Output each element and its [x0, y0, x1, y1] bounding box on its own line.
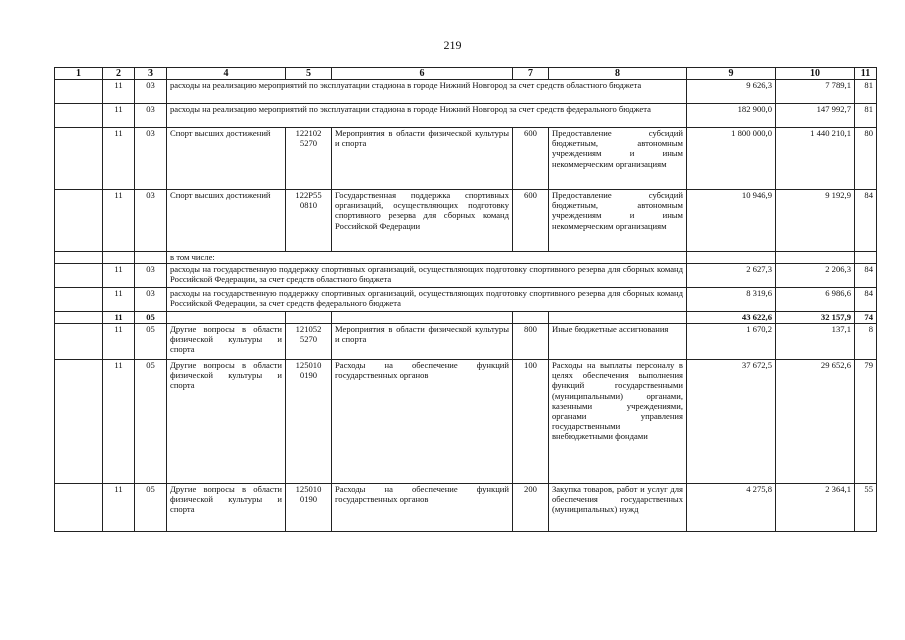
subsection-code: 03: [135, 264, 167, 288]
subsection-code: 03: [135, 104, 167, 128]
section-code: 11: [103, 324, 135, 360]
column-header: 4: [167, 68, 286, 80]
column-header: 5: [286, 68, 332, 80]
table-row: [55, 288, 877, 312]
program-name: Расходы на обеспечение функций государственных органов: [332, 360, 513, 484]
planned-amount: 9 626,3: [687, 80, 776, 104]
budget-table: [54, 67, 877, 532]
expense-type-name: Предоставление субсидий бюджетным, автономным учреждениям и иным некоммерческим организациям: [549, 190, 687, 252]
subsection-code: 03: [135, 288, 167, 312]
table-row: [55, 324, 877, 360]
empty-cell: [55, 104, 103, 128]
program-name: Государственная поддержка спортивных организаций, осуществляющих подготовку спортивного резерва для сборных команд Российской Федерации: [332, 190, 513, 252]
execution-percent: 84: [855, 190, 877, 252]
section-code: 11: [103, 190, 135, 252]
empty-cell: [55, 252, 103, 264]
table-row: [55, 360, 877, 484]
table-row: [55, 80, 877, 104]
table-row: [55, 264, 877, 288]
section-code: 11: [103, 312, 135, 324]
planned-amount: 2 627,3: [687, 264, 776, 288]
executed-amount: 137,1: [776, 324, 855, 360]
target-article: 125010 0190: [286, 360, 332, 484]
expense-type-code: 800: [513, 324, 549, 360]
expense-type-name: Предоставление субсидий бюджетным, автономным учреждениям и иным некоммерческим организациям: [549, 128, 687, 190]
expense-type-name: Расходы на выплаты персоналу в целях обеспечения выполнения функций государственными (муниципальными) органами, казенными учреждениями, органами управления государственными внебюджетными фондами: [549, 360, 687, 484]
expense-type-code: 600: [513, 128, 549, 190]
planned-amount: 1 800 000,0: [687, 128, 776, 190]
planned-amount: 1 670,2: [687, 324, 776, 360]
empty-cell: [55, 190, 103, 252]
executed-amount: 2 206,3: [776, 264, 855, 288]
executed-amount: 7 789,1: [776, 80, 855, 104]
subsection-code: 05: [135, 484, 167, 532]
execution-percent: 84: [855, 264, 877, 288]
subsection-code: 03: [135, 128, 167, 190]
empty-cell: [103, 252, 135, 264]
empty-cell: [55, 80, 103, 104]
empty-cell: [855, 252, 877, 264]
executed-amount: 147 992,7: [776, 104, 855, 128]
column-header: 6: [332, 68, 513, 80]
expense-type-name: Иные бюджетные ассигнования: [549, 324, 687, 360]
table-row: [55, 190, 877, 252]
empty-cell: [513, 312, 549, 324]
section-code: 11: [103, 80, 135, 104]
target-article: 122Р55 0810: [286, 190, 332, 252]
table-row: [55, 484, 877, 532]
column-header: 8: [549, 68, 687, 80]
column-header: 9: [687, 68, 776, 80]
target-article: 121052 5270: [286, 324, 332, 360]
empty-cell: [549, 312, 687, 324]
section-name: Спорт высших достижений: [167, 190, 286, 252]
expense-type-code: 100: [513, 360, 549, 484]
subsection-code: 05: [135, 312, 167, 324]
empty-cell: [55, 264, 103, 288]
section-code: 11: [103, 360, 135, 484]
empty-cell: [55, 484, 103, 532]
execution-percent: 79: [855, 360, 877, 484]
section-code: 11: [103, 264, 135, 288]
section-name: Другие вопросы в области физической культуры и спорта: [167, 484, 286, 532]
empty-cell: [135, 252, 167, 264]
execution-percent: 81: [855, 104, 877, 128]
target-article: 122102 5270: [286, 128, 332, 190]
program-name: Мероприятия в области физической культуры и спорта: [332, 324, 513, 360]
execution-percent: 74: [855, 312, 877, 324]
page-number: 219: [443, 38, 462, 52]
execution-percent: 8: [855, 324, 877, 360]
executed-amount: 2 364,1: [776, 484, 855, 532]
column-header: 3: [135, 68, 167, 80]
execution-percent: 81: [855, 80, 877, 104]
section-name: Другие вопросы в области физической культуры и спорта: [167, 324, 286, 360]
executed-amount: 9 192,9: [776, 190, 855, 252]
expense-description: расходы на государственную поддержку спортивных организаций, осуществляющих подготовку спортивного резерва для сборных команд Российской Федерации, за счет средств областного бюджета: [167, 264, 687, 288]
target-article: 125010 0190: [286, 484, 332, 532]
subsection-code: 03: [135, 190, 167, 252]
column-header: 7: [513, 68, 549, 80]
empty-cell: [332, 312, 513, 324]
expense-type-name: Закупка товаров, работ и услуг для обеспечения государственных (муниципальных) нужд: [549, 484, 687, 532]
note-text: в том числе:: [167, 252, 687, 264]
column-header: 2: [103, 68, 135, 80]
section-code: 11: [103, 484, 135, 532]
expense-type-code: 200: [513, 484, 549, 532]
program-name: Мероприятия в области физической культуры и спорта: [332, 128, 513, 190]
empty-cell: [55, 312, 103, 324]
column-header: 10: [776, 68, 855, 80]
empty-cell: [286, 312, 332, 324]
expense-description: расходы на реализацию мероприятий по эксплуатации стадиона в городе Нижний Новгород за счет средств федерального бюджета: [167, 104, 687, 128]
execution-percent: 55: [855, 484, 877, 532]
subsection-code: 05: [135, 360, 167, 484]
empty-cell: [55, 324, 103, 360]
execution-percent: 84: [855, 288, 877, 312]
executed-amount: 6 986,6: [776, 288, 855, 312]
section-code: 11: [103, 128, 135, 190]
header-row: [55, 68, 877, 80]
expense-description: расходы на государственную поддержку спортивных организаций, осуществляющих подготовку спортивного резерва для сборных команд Российской Федерации, за счет средств федерального бюджета: [167, 288, 687, 312]
planned-amount: 37 672,5: [687, 360, 776, 484]
section-name: Другие вопросы в области физической культуры и спорта: [167, 360, 286, 484]
expense-type-code: 600: [513, 190, 549, 252]
empty-cell: [55, 288, 103, 312]
section-code: 11: [103, 288, 135, 312]
section-code: 11: [103, 104, 135, 128]
executed-amount: 1 440 210,1: [776, 128, 855, 190]
empty-cell: [55, 128, 103, 190]
executed-amount: 29 652,6: [776, 360, 855, 484]
subsection-code: 05: [135, 324, 167, 360]
empty-cell: [55, 360, 103, 484]
expense-description: расходы на реализацию мероприятий по эксплуатации стадиона в городе Нижний Новгород за счет средств областного бюджета: [167, 80, 687, 104]
table-row: [55, 104, 877, 128]
table-row: [55, 312, 877, 324]
planned-amount: 182 900,0: [687, 104, 776, 128]
column-header: 1: [55, 68, 103, 80]
planned-amount: 4 275,8: [687, 484, 776, 532]
section-name: Спорт высших достижений: [167, 128, 286, 190]
execution-percent: 80: [855, 128, 877, 190]
planned-amount: 8 319,6: [687, 288, 776, 312]
executed-amount: 32 157,9: [776, 312, 855, 324]
subsection-code: 03: [135, 80, 167, 104]
planned-amount: 43 622,6: [687, 312, 776, 324]
program-name: Расходы на обеспечение функций государственных органов: [332, 484, 513, 532]
empty-cell: [776, 252, 855, 264]
planned-amount: 10 946,9: [687, 190, 776, 252]
table-row: [55, 252, 877, 264]
table-row: [55, 128, 877, 190]
empty-cell: [687, 252, 776, 264]
column-header: 11: [855, 68, 877, 80]
empty-cell: [167, 312, 286, 324]
